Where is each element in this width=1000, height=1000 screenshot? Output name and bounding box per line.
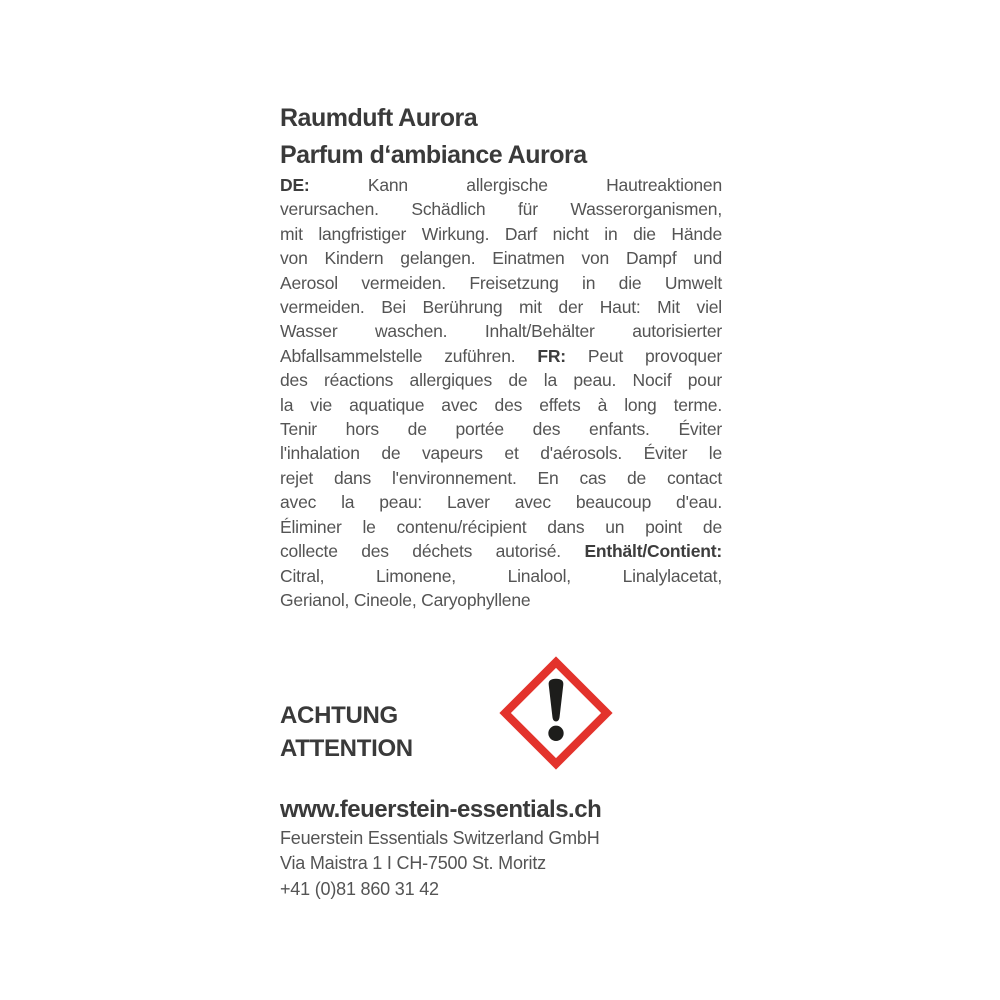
- body-segment: von Kindern gelangen. Einatmen von Dampf und: [280, 248, 722, 269]
- body-segment: Abfallsammelstelle zuführen.: [280, 345, 538, 366]
- body-line: [280, 173, 722, 197]
- body-segment: Éliminer le contenu/récipient dans un point de: [280, 516, 722, 537]
- body-line: [280, 197, 722, 221]
- body-line: [280, 490, 722, 514]
- website-url: www.feuerstein-essentials.ch: [280, 796, 602, 823]
- body-segment: Citral, Limonene, Linalool, Linalylacetat,: [280, 565, 722, 586]
- body-segment: Aerosol vermeiden. Freisetzung in die Umwelt: [280, 272, 722, 293]
- body-line: [280, 295, 722, 319]
- ghs07-exclamation-pictogram-icon: [498, 655, 614, 771]
- body-segment: Tenir hors de portée des enfants. Éviter: [280, 419, 722, 440]
- body-segment-bold: DE:: [280, 175, 310, 195]
- body-segment: Gerianol, Cineole, Caryophyllene: [280, 589, 531, 610]
- body-segment: collecte des déchets autorisé.: [280, 541, 585, 562]
- body-segment-bold: Enthält/Contient:: [584, 541, 722, 562]
- body-segment: Wasser waschen. Inhalt/Behälter autorisierter: [280, 321, 722, 342]
- body-line: [280, 441, 722, 465]
- body-line: [280, 539, 722, 563]
- signal-word-de: ACHTUNG: [280, 702, 398, 729]
- product-title-fr: Parfum d‘ambiance Aurora: [280, 141, 587, 169]
- signal-word-block: [280, 699, 413, 765]
- body-line: [280, 246, 722, 270]
- body-segment: Peut provoquer: [565, 345, 722, 366]
- body-segment: des réactions allergiques de la peau. Nocif pour: [280, 370, 722, 391]
- body-segment: rejet dans l'environnement. En cas de contact: [280, 467, 722, 488]
- body-line: [280, 564, 722, 588]
- body-segment-bold: FR:: [537, 345, 566, 366]
- body-line: [280, 417, 722, 441]
- hazard-label: [280, 0, 722, 1000]
- body-line: [280, 393, 722, 417]
- body-line: [280, 466, 722, 490]
- body-segment: vermeiden. Bei Berührung mit der Haut: Mit viel: [280, 297, 722, 318]
- product-title-block: [280, 100, 722, 174]
- company-address: Via Maistra 1 I CH-7500 St. Moritz: [280, 853, 546, 874]
- footer-contact-block: [280, 793, 722, 902]
- body-segment: avec la peau: Laver avec beaucoup d'eau.: [280, 492, 722, 513]
- body-segment: l'inhalation de vapeurs et d'aérosols. Éviter le: [280, 443, 722, 464]
- company-phone: +41 (0)81 860 31 42: [280, 878, 439, 899]
- body-line: [280, 222, 722, 246]
- body-line: [280, 588, 722, 612]
- body-line: [280, 344, 722, 368]
- signal-word-fr: ATTENTION: [280, 735, 413, 762]
- body-segment: la vie aquatique avec des effets à long terme.: [280, 394, 722, 415]
- body-line: [280, 515, 722, 539]
- body-segment: mit langfristiger Wirkung. Darf nicht in die Hände: [280, 223, 722, 244]
- product-title-de: Raumduft Aurora: [280, 104, 478, 132]
- company-name: Feuerstein Essentials Switzerland GmbH: [280, 828, 600, 848]
- body-line: [280, 368, 722, 392]
- body-line: [280, 271, 722, 295]
- exclamation-dot: [548, 726, 563, 741]
- body-segment: Kann allergische Hautreaktionen: [309, 175, 722, 195]
- warning-body-text: [280, 173, 722, 612]
- body-line: [280, 319, 722, 343]
- body-segment: verursachen. Schädlich für Wasserorganismen,: [280, 199, 722, 220]
